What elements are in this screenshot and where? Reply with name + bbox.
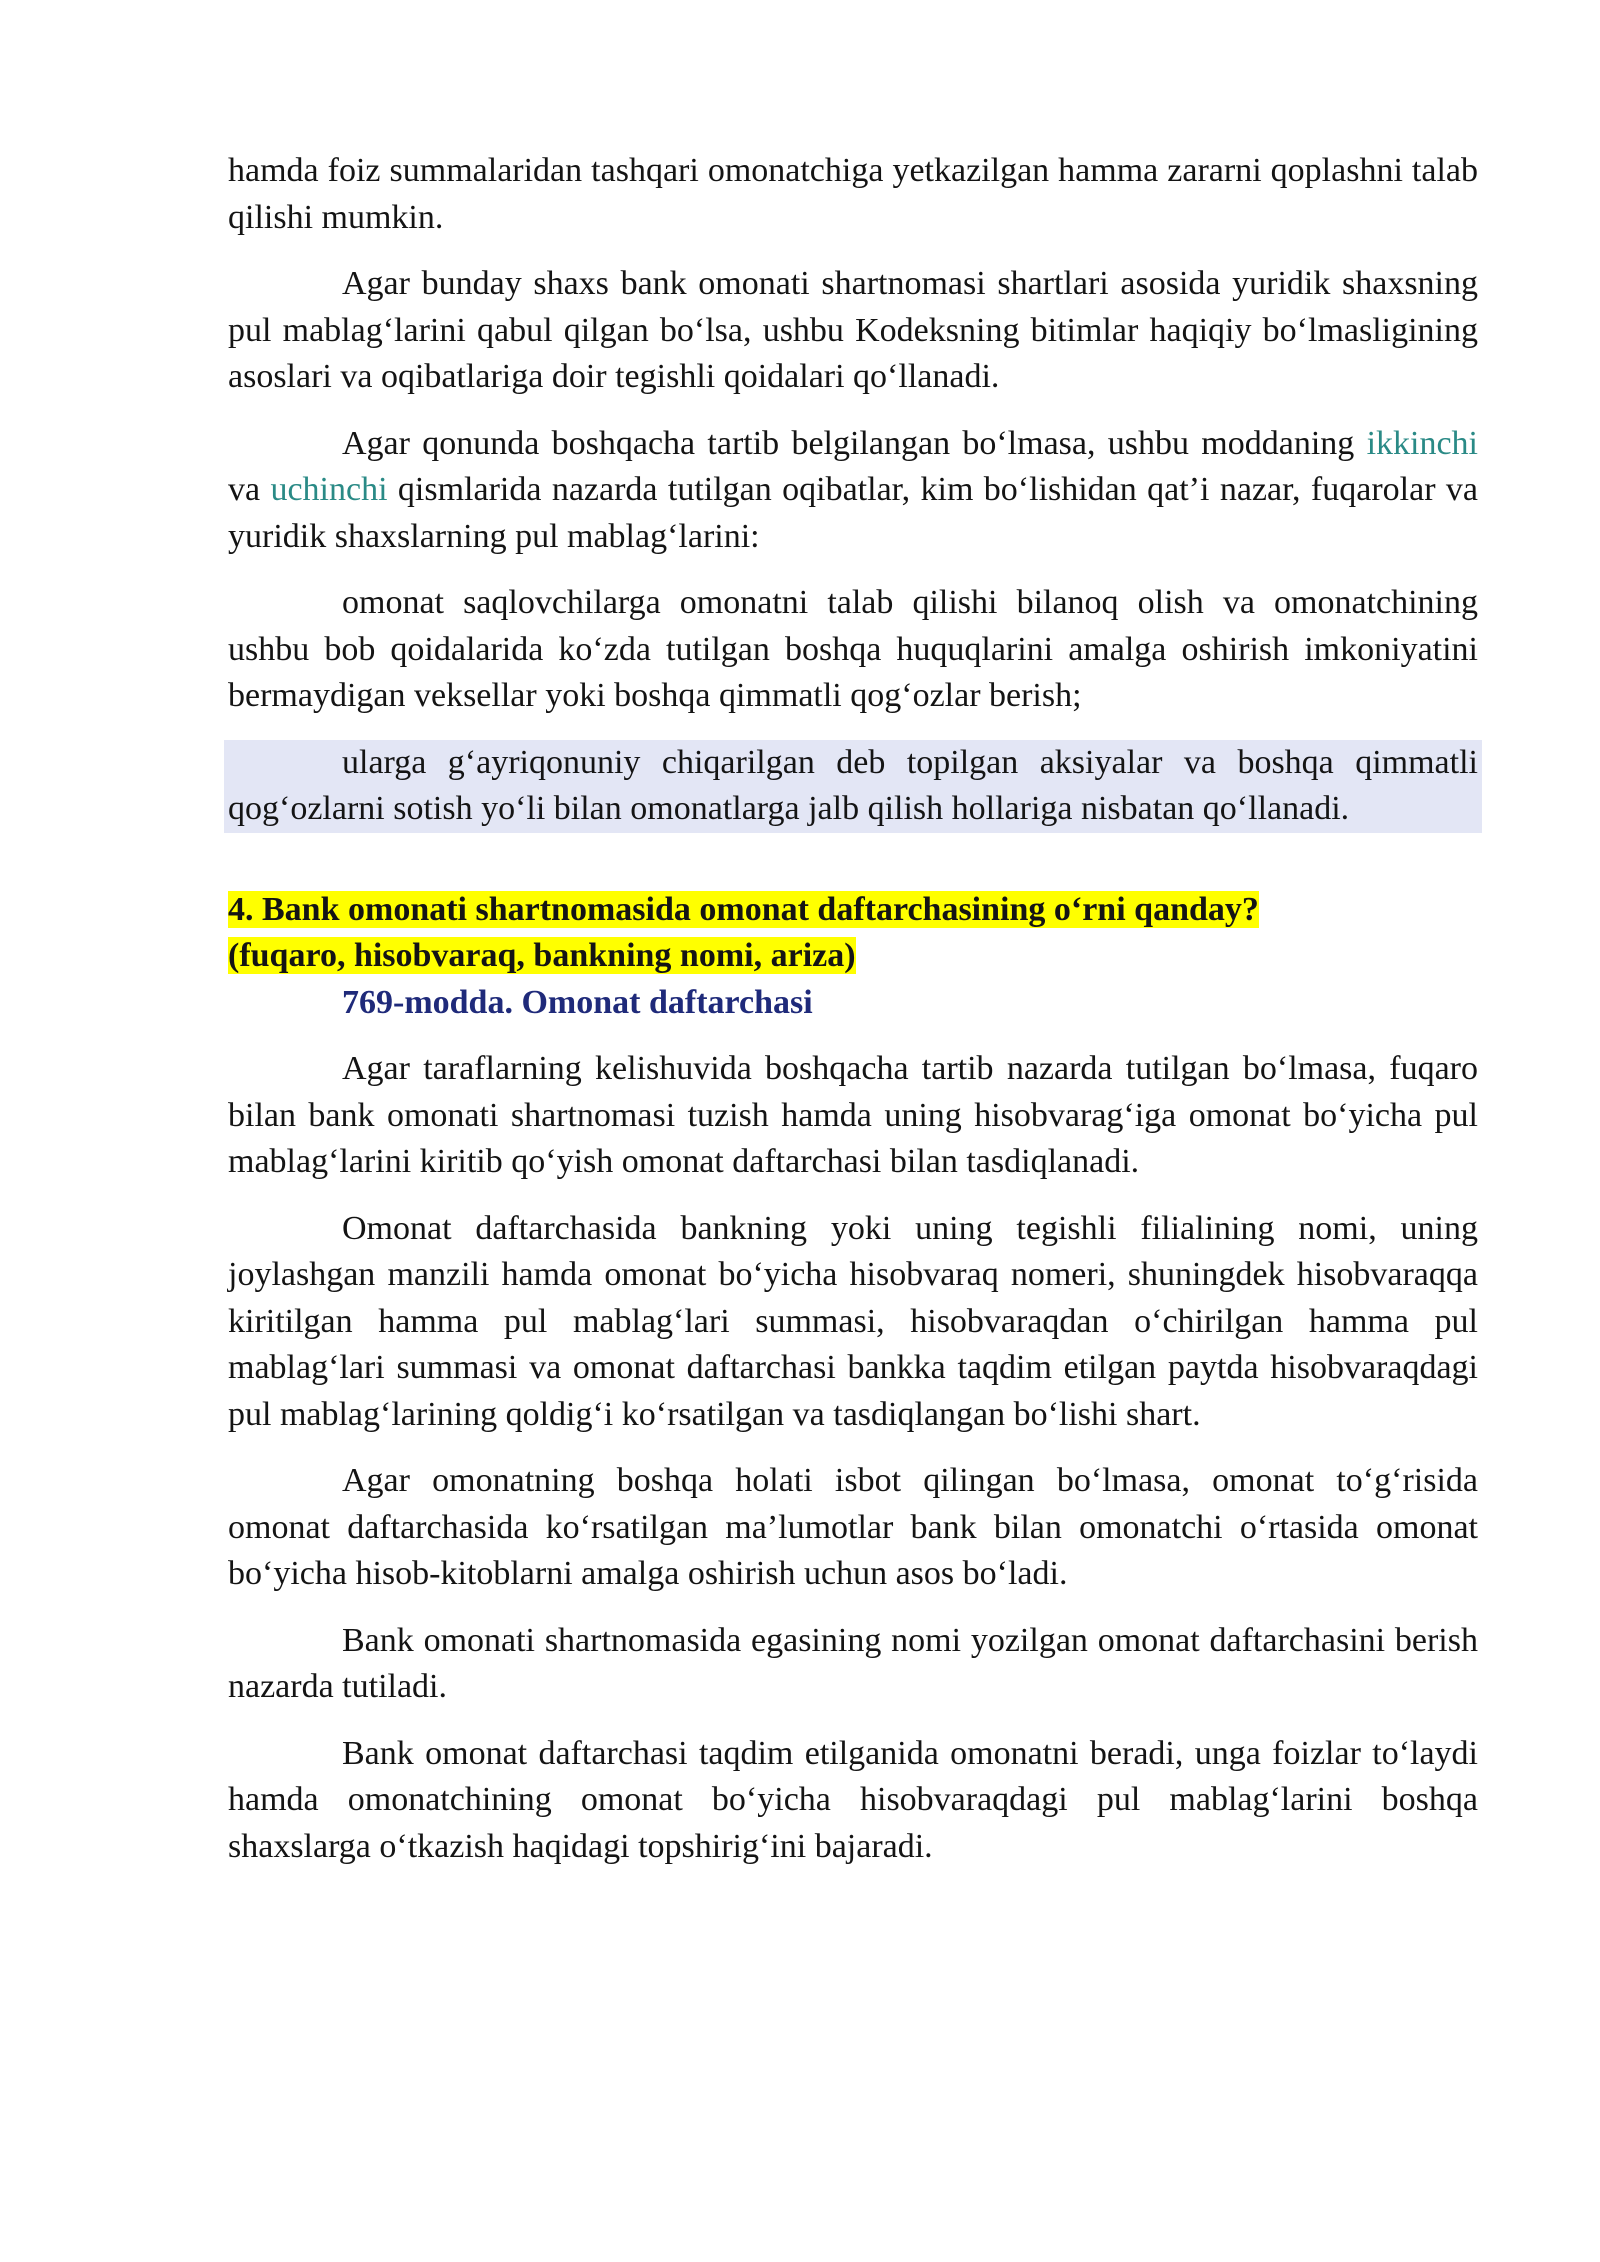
- paragraph-consequences: [228, 421, 1478, 561]
- paragraph-veksellar: omonat saqlovchilarga omonatni talab qilishi bilanoq olish va omonatchining ushbu bob qoidalarida ko‘zda tutilgan boshqa huquqlarini amalga oshirish imkoniyatini bermaydigan veksellar yoki boshqa qimmatli qog‘ozlar berish;: [228, 584, 1478, 714]
- paragraph-consequences-mid: va: [228, 471, 271, 508]
- link-uchinchi[interactable]: uchinchi: [270, 471, 388, 508]
- paragraph-daftarcha-3: Agar omonatning boshqa holati isbot qilingan bo‘lmasa, omonat to‘g‘risida omonat daftarchasida ko‘rsatilgan ma’lumotlar bank bilan omonatchi o‘rtasida omonat bo‘yicha hisob-kitoblarni amalga oshirish uchun asos bo‘ladi.: [228, 1462, 1478, 1592]
- link-ikkinchi[interactable]: ikkinchi: [1366, 424, 1478, 462]
- article-title: 769-modda. Omonat daftarchasi: [342, 983, 813, 1021]
- paragraph-continuation: hamda foiz summalaridan tashqari omonatchiga yetkazilgan hamma zararni qoplashni talab qilishi mumkin.: [228, 152, 1478, 236]
- paragraph-daftarcha-1: Agar taraflarning kelishuvida boshqacha tartib nazarda tutilgan bo‘lmasa, fuqaro bilan bank omonati shartnomasi tuzish hamda uning hisobvarag‘iga omonat bo‘yicha pul mablag‘larini kiritib qo‘yish omonat daftarchasi bilan tasdiqlanadi.: [228, 1050, 1478, 1180]
- paragraph-daftarcha-4: Bank omonati shartnomasida egasining nomi yozilgan omonat daftarchasini berish nazarda tutiladi.: [228, 1621, 1478, 1705]
- paragraph-daftarcha-2: Omonat daftarchasida bankning yoki uning tegishli filialining nomi, uning joylashgan manzili hamda omonat bo‘yicha hisobvaraq nomeri, shuningdek hisobvaraqqa kiritilgan hamma pul mablag‘lari summasi, hisobvaraqdan o‘chirilgan hamma pul mablag‘lari summasi va omonat daftarchasi bankka taqdim etilgan paytda hisobvaraqdagi pul mablag‘larining qoldig‘i ko‘rsatilgan va tasdiqlangan bo‘lishi shart.: [228, 1209, 1478, 1433]
- paragraph-aksiyalar-selected: ularga g‘ayriqonuniy chiqarilgan deb topilgan aksiyalar va boshqa qimmatli qog‘ozlarni sotish yo‘li bilan omonatlarga jalb qilish hollariga nisbatan qo‘llanadi.: [224, 740, 1482, 833]
- paragraph-consequences-start: Agar qonunda boshqacha tartib belgilangan bo‘lmasa, ushbu moddaning: [342, 424, 1367, 462]
- question-line-2: (fuqaro, hisobvaraq, bankning nomi, ariza): [228, 937, 856, 974]
- paragraph-legal-entity: Agar bunday shaxs bank omonati shartnomasi shartlari asosida yuridik shaxsning pul mablag‘larini qabul qilgan bo‘lsa, ushbu Kodeksning bitimlar haqiqiy bo‘lmasligining asoslari va oqibatlariga doir tegishli qoidalari qo‘llanadi.: [228, 265, 1478, 395]
- paragraph-daftarcha-5: Bank omonat daftarchasi taqdim etilganida omonatni beradi, unga foizlar to‘laydi hamda omonatchining omonat bo‘yicha hisobvaraqdagi pul mablag‘larini boshqa shaxslarga o‘tkazish haqidagi topshirig‘ini bajaradi.: [228, 1734, 1478, 1865]
- paragraph-consequences-end: qismlarida nazarda tutilgan oqibatlar, kim bo‘lishidan qat’i nazar, fuqarolar va yuridik shaxslarning pul mablag‘larini:: [228, 471, 1478, 555]
- question-line-1: 4. Bank omonati shartnomasida omonat daftarchasining o‘rni qanday?: [228, 890, 1259, 928]
- document-page: [228, 148, 1478, 1890]
- question-heading: [228, 887, 1478, 980]
